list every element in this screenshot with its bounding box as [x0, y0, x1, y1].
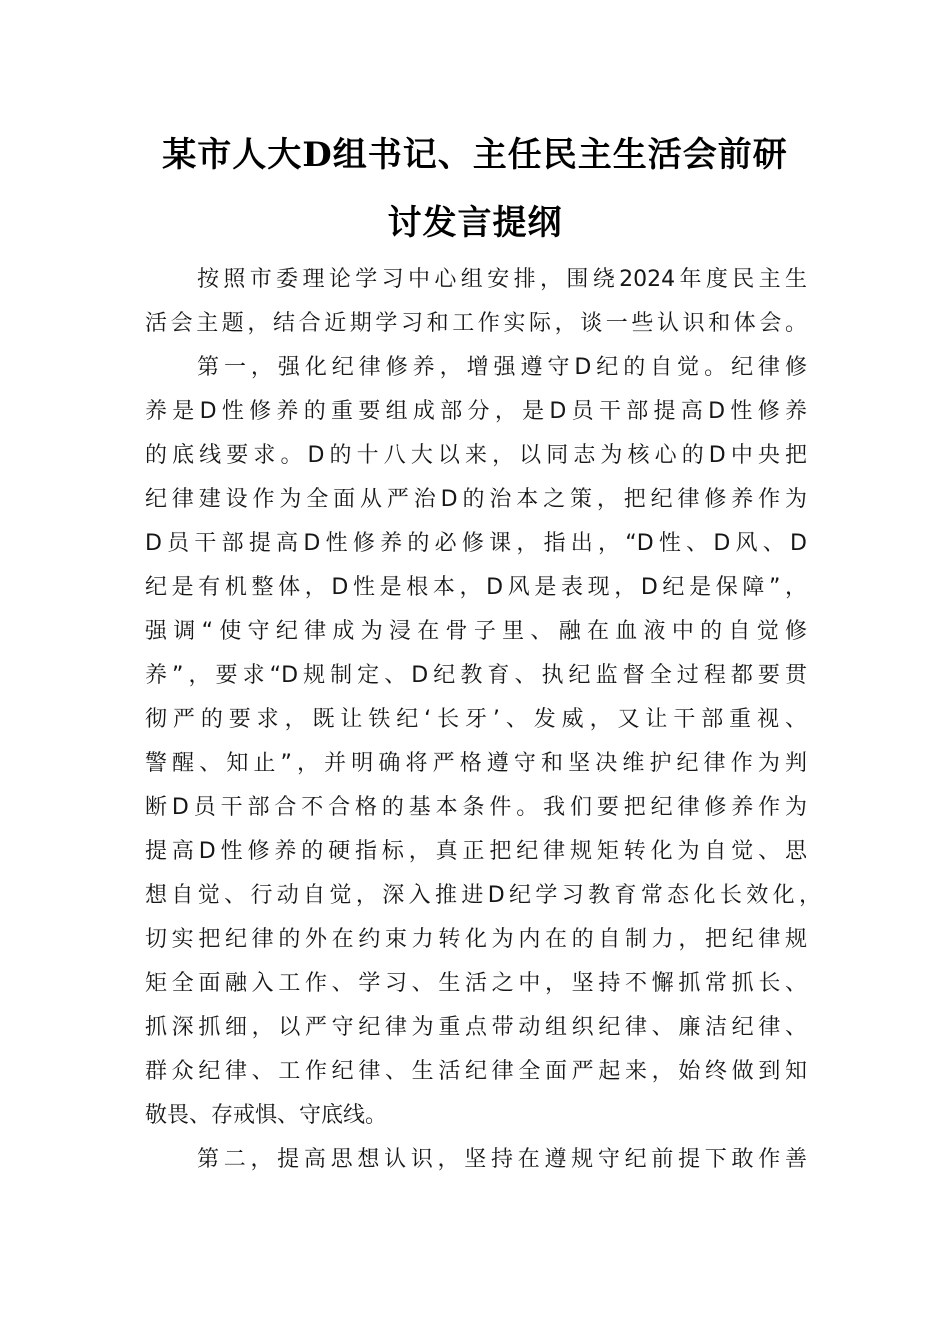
text-line: 纪是有机整体，D性是根本，D风是表现，D纪是保障”，	[145, 575, 807, 600]
document-title-line-1: 某市人大D组书记、主任民主生活会前研	[162, 135, 788, 175]
text-line: 彻严的要求，既让铁纪‘长牙’、发威，又让干部重视、	[145, 707, 807, 732]
document-body	[145, 258, 821, 1182]
text-line: 抓深抓细，以严守纪律为重点带动组织纪律、廉洁纪律、	[145, 1015, 807, 1040]
text-line: 敬畏、存戒惧、守底线。	[145, 1103, 388, 1128]
text-line: 矩全面融入工作、学习、生活之中，坚持不懈抓常抓长、	[145, 971, 807, 996]
paragraph-intro	[145, 258, 807, 346]
text-line: 警醒、知止”，并明确将严格遵守和坚决维护纪律作为判	[145, 751, 807, 776]
text-line: 断D员干部合不合格的基本条件。我们要把纪律修养作为	[145, 795, 807, 820]
text-line: 按照市委理论学习中心组安排，围绕2024年度民主生	[197, 267, 807, 292]
text-line: 纪律建设作为全面从严治D的治本之策，把纪律修养作为	[145, 487, 807, 512]
paragraph-point-1	[145, 346, 821, 1138]
text-line: 强调“使守纪律成为浸在骨子里、融在血液中的自觉修	[145, 619, 807, 644]
text-line: 群众纪律、工作纪律、生活纪律全面严起来，始终做到知	[145, 1059, 807, 1084]
text-line: 提高D性修养的硬指标，真正把纪律规矩转化为自觉、思	[145, 839, 807, 864]
text-line: 想自觉、行动自觉，深入推进D纪学习教育常态化长效化，	[145, 883, 821, 908]
text-line: 活会主题，结合近期学习和工作实际，谈一些认识和体会。	[145, 311, 807, 336]
text-line: 切实把纪律的外在约束力转化为内在的自制力，把纪律规	[145, 927, 807, 952]
document-title-line-2: 讨发言提纲	[387, 203, 563, 243]
text-line: 第二，提高思想认识，坚持在遵规守纪前提下敢作善	[197, 1147, 807, 1172]
paragraph-point-2	[145, 1138, 807, 1182]
text-line: 第一，强化纪律修养，增强遵守D纪的自觉。纪律修	[197, 355, 807, 380]
text-line: 养是D性修养的重要组成部分，是D员干部提高D性修养	[145, 399, 807, 424]
text-line: 的底线要求。D的十八大以来，以同志为核心的D中央把	[145, 443, 807, 468]
text-line: 养”，要求“D规制定、D纪教育、执纪监督全过程都要贯	[145, 663, 807, 688]
text-line: D员干部提高D性修养的必修课，指出，“D性、D风、D	[145, 531, 807, 556]
